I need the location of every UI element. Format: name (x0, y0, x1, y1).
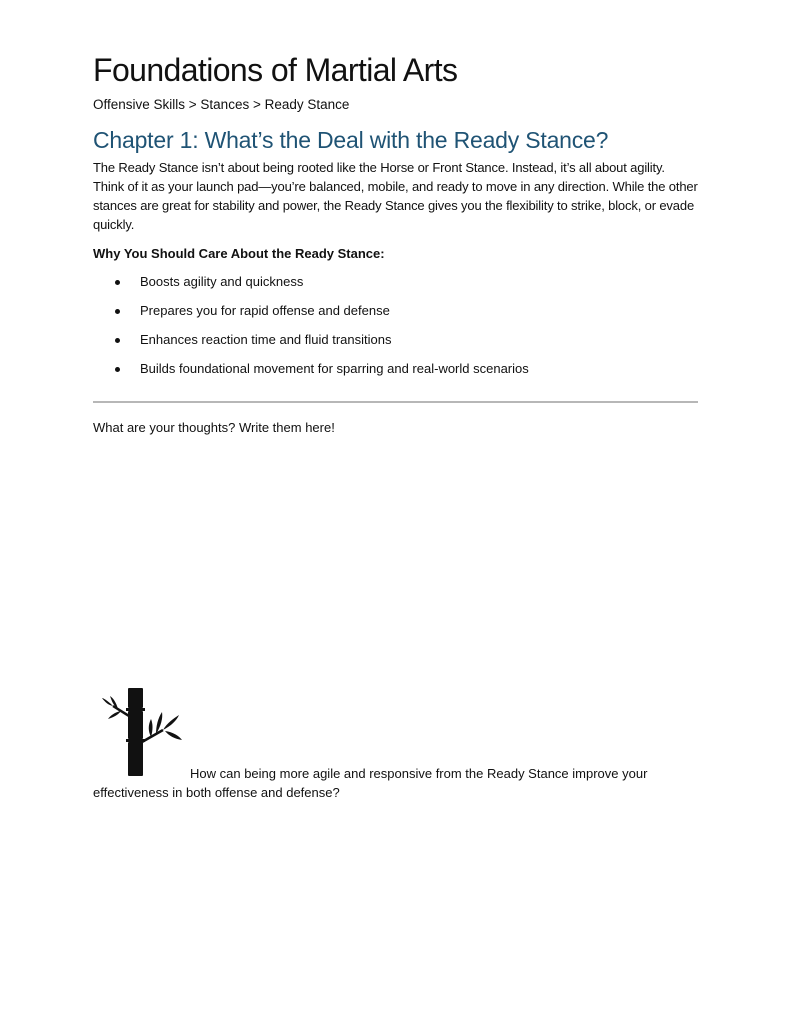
list-item-text: Boosts agility and quickness (140, 274, 304, 289)
document-title: Foundations of Martial Arts (93, 52, 458, 88)
list-item (93, 360, 529, 389)
thoughts-prompt: What are your thoughts? Write them here! (93, 420, 335, 435)
chapter-heading: Chapter 1: What’s the Deal with the Ready Stance? (93, 127, 609, 153)
list-item-text: Prepares you for rapid offense and defense (140, 303, 390, 318)
list-item (93, 302, 529, 331)
bullet-icon (115, 309, 120, 314)
benefits-list (93, 273, 529, 389)
list-item-text: Builds foundational movement for sparring and real-world scenarios (140, 361, 529, 376)
reflection-question: How can being more agile and responsive from the Ready Stance improve your effectiveness in both offense and defense? (93, 766, 648, 800)
breadcrumb: Offensive Skills > Stances > Ready Stance (93, 97, 350, 112)
bullet-icon (115, 367, 120, 372)
list-item (93, 331, 529, 360)
horizontal-divider (93, 401, 698, 403)
list-item-text: Enhances reaction time and fluid transitions (140, 332, 392, 347)
list-item (93, 273, 529, 302)
bullet-icon (115, 338, 120, 343)
bullet-icon (115, 280, 120, 285)
intro-paragraph: The Ready Stance isn’t about being rooted like the Horse or Front Stance. Instead, it’s all about agility. Think of it as your launch pad—you’re balanced, mobile, and ready to move in any direction. While the other stances are great for stability and power, the Ready Stance gives you the flexibility to strike, block, or evade quickly. (93, 160, 698, 232)
why-heading: Why You Should Care About the Ready Stance: (93, 246, 385, 261)
